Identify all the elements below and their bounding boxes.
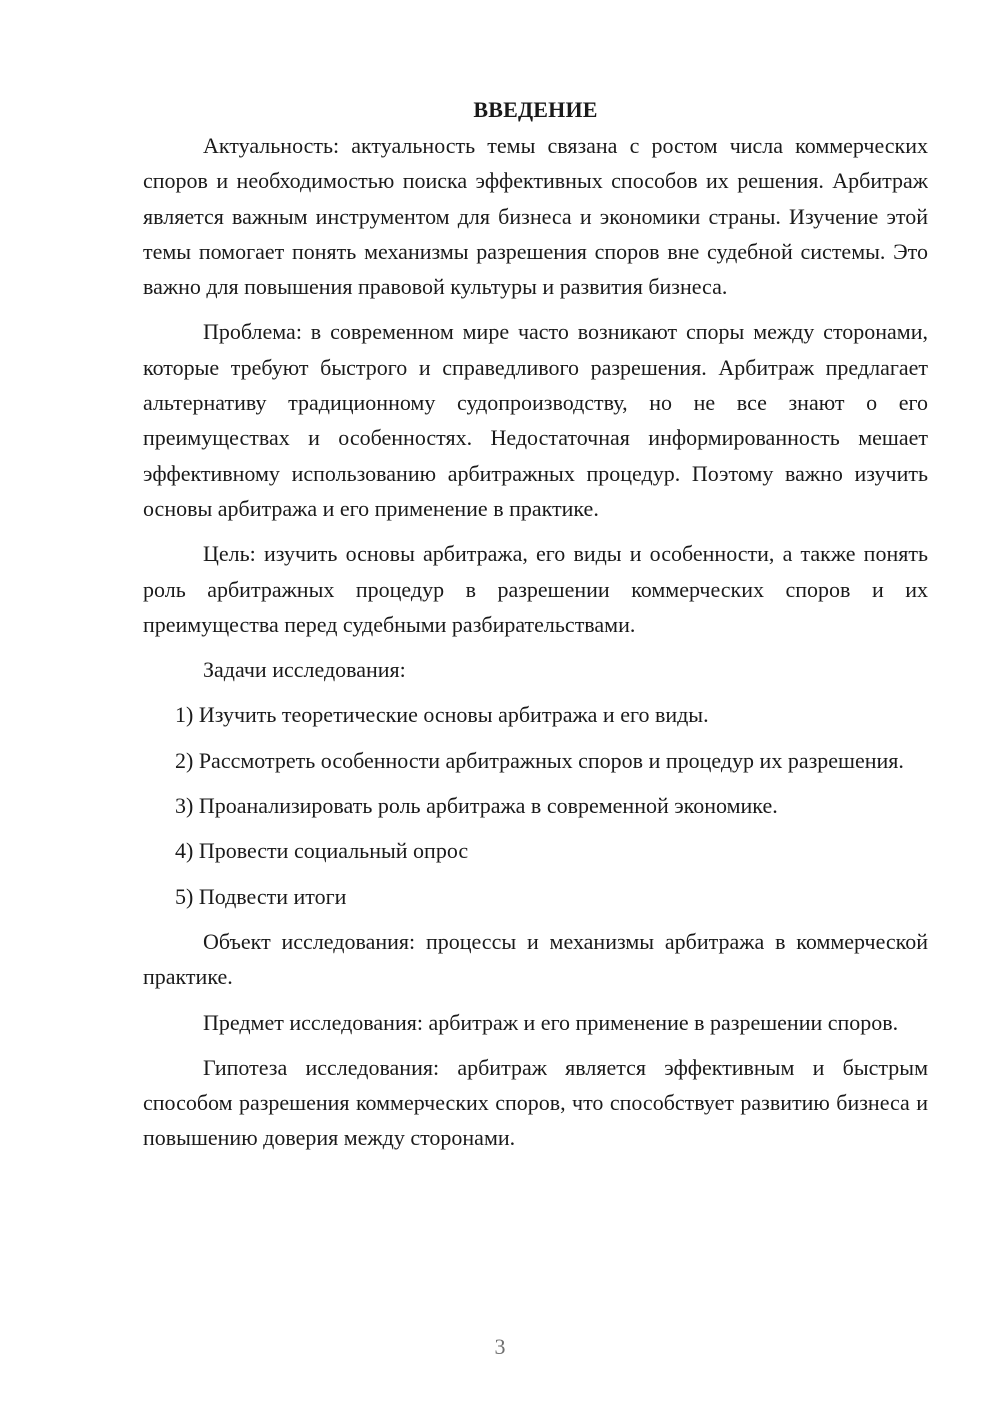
paragraph-subject: Предмет исследования: арбитраж и его применение в разрешении споров.: [203, 1009, 899, 1035]
task-item: 1) Изучить теоретические основы арбитража и его виды.: [175, 702, 709, 728]
section-heading: ВВЕДЕНИЕ: [473, 97, 598, 122]
page-content: [143, 92, 928, 1166]
task-item: 3) Проанализировать роль арбитража в современной экономике.: [175, 793, 778, 819]
paragraph-problem: Проблема: в современном мире часто возникают споры между сторонами, которые требуют быстрого и справедливого разрешения. Арбитраж предлагает альтернативу традиционному судопроизводству, но не все знают о его преимуществах и особенностях. Недостаточная информированность мешает эффективному использованию арбитражных процедур. Поэтому важно изучить основы арбитража и его применение в практике.: [143, 319, 928, 521]
paragraph-goal: Цель: изучить основы арбитража, его виды и особенности, а также понять роль арбитражных процедур в разрешении коммерческих споров и их преимущества перед судебными разбирательствами.: [143, 541, 928, 637]
page-number: 3: [494, 1334, 506, 1359]
task-item: 4) Провести социальный опрос: [175, 838, 469, 864]
paragraph-object: Объект исследования: процессы и механизмы арбитража в коммерческой практике.: [143, 928, 928, 990]
task-item: 2) Рассмотреть особенности арбитражных споров и процедур их разрешения.: [175, 747, 904, 773]
paragraph-hypothesis: Гипотеза исследования: арбитраж является эффективным и быстрым способом разрешения коммерческих споров, что способствует развитию бизнеса и повышению доверия между сторонами.: [143, 1054, 928, 1151]
paragraph-relevance: Актуальность: актуальность темы связана с ростом числа коммерческих споров и необходимостью поиска эффективных способов их решения. Арбитраж является важным инструментом для бизнеса и экономики страны. Изучение этой темы помогает понять механизмы разрешения споров вне судебной системы. Это важно для повышения правовой культуры и развития бизнеса.: [143, 133, 928, 300]
tasks-intro: Задачи исследования:: [203, 657, 406, 683]
task-item: 5) Подвести итоги: [175, 883, 347, 909]
